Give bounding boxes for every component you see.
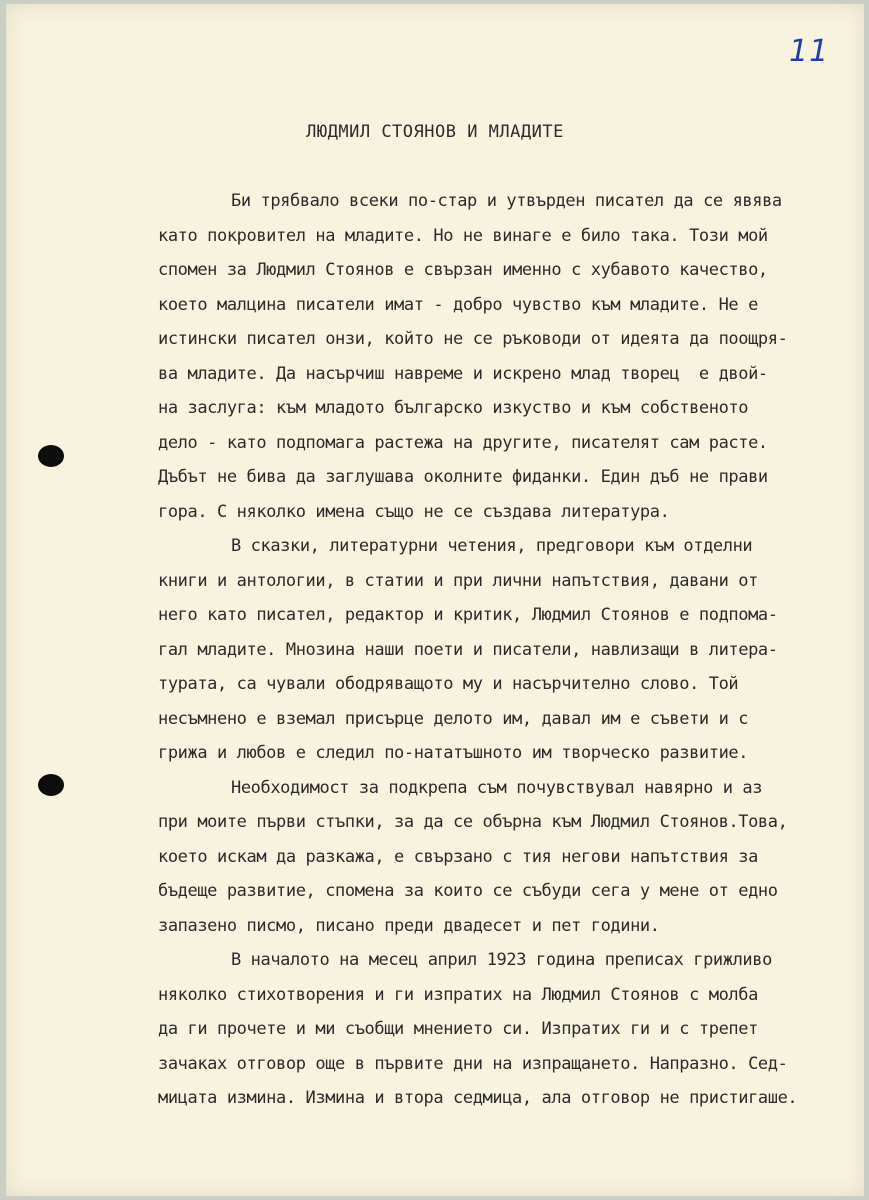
text-line: грижа и любов е следил по-нататъшното им творческо развитие.	[158, 743, 749, 763]
text-line: мицата измина. Измина и втора седмица, ала отговор не пристигаше.	[158, 1088, 798, 1108]
document-page	[6, 4, 864, 1196]
text-line: спомен за Людмил Стоянов е свързан именно с хубавото качество,	[158, 260, 768, 280]
text-line: на заслуга: към младото българско изкуство и към собственото	[158, 398, 749, 418]
punch-hole	[38, 445, 64, 467]
text-line: истински писател онзи, който не се ръководи от идеята да поощря-	[158, 329, 788, 349]
text-line: Дъбът не бива да заглушава околните фиданки. Един дъб не прави	[158, 467, 768, 487]
body-text	[158, 184, 851, 1116]
text-line: което малцина писатели имат - добро чувство към младите. Не е	[158, 294, 758, 315]
text-line: бъдеще развитие, спомена за които се събуди сега у мене от едно	[158, 881, 778, 901]
text-line: несъмнено е вземал присърце делото им, давал им е съвети и с	[158, 708, 749, 729]
text-line: при моите първи стъпки, за да се обърна към Людмил Стоянов.Това,	[158, 812, 788, 832]
text-line: гора. С няколко имена също не се създава литература.	[158, 501, 670, 522]
text-line: ва младите. Да насърчиш навреме и искрено млад творец е двой-	[158, 363, 768, 384]
text-line: да ги прочете и ми съобщи мнението си. Изпратих ги и с трепет	[158, 1019, 758, 1039]
text-line: дело - като подпомага растежа на другите, писателят сам расте.	[158, 432, 768, 453]
text-line: турата, са чували ободряващото му и насърчително слово. Той	[158, 674, 739, 694]
text-line: зачаках отговор още в първите дни на изпращането. Напразно. Сед-	[158, 1053, 788, 1074]
text-line: гал младите. Мнозина наши поети и писатели, навлизащи в литера-	[158, 639, 778, 660]
text-line: Необходимост за подкрепа съм почувствувал навярно и аз	[231, 777, 763, 798]
punch-hole	[38, 774, 64, 796]
text-line: него като писател, редактор и критик, Людмил Стоянов е подпома-	[158, 605, 778, 625]
text-line: като покровител на младите. Но не винаге е било така. Този мой	[158, 225, 768, 246]
text-line: няколко стихотворения и ги изпратих на Людмил Стоянов с молба	[158, 984, 758, 1005]
text-line: запазено писмо, писано преди двадесет и пет години.	[158, 915, 660, 936]
page-number: 11	[789, 34, 830, 69]
document-title: ЛЮДМИЛ СТОЯНОВ И МЛАДИТЕ	[306, 122, 564, 142]
text-line: В сказки, литературни четения, предговори към отделни	[231, 536, 753, 556]
text-line: В началото на месец април 1923 година преписах грижливо	[231, 950, 772, 970]
text-line: Би трябвало всеки по-стар и утвърден писател да се явява	[231, 191, 782, 211]
text-line: книги и антологии, в статии и при лични напътствия, давани от	[158, 570, 758, 591]
text-line: което искам да разкажа, е свързано с тия негови напътствия за	[158, 846, 758, 867]
